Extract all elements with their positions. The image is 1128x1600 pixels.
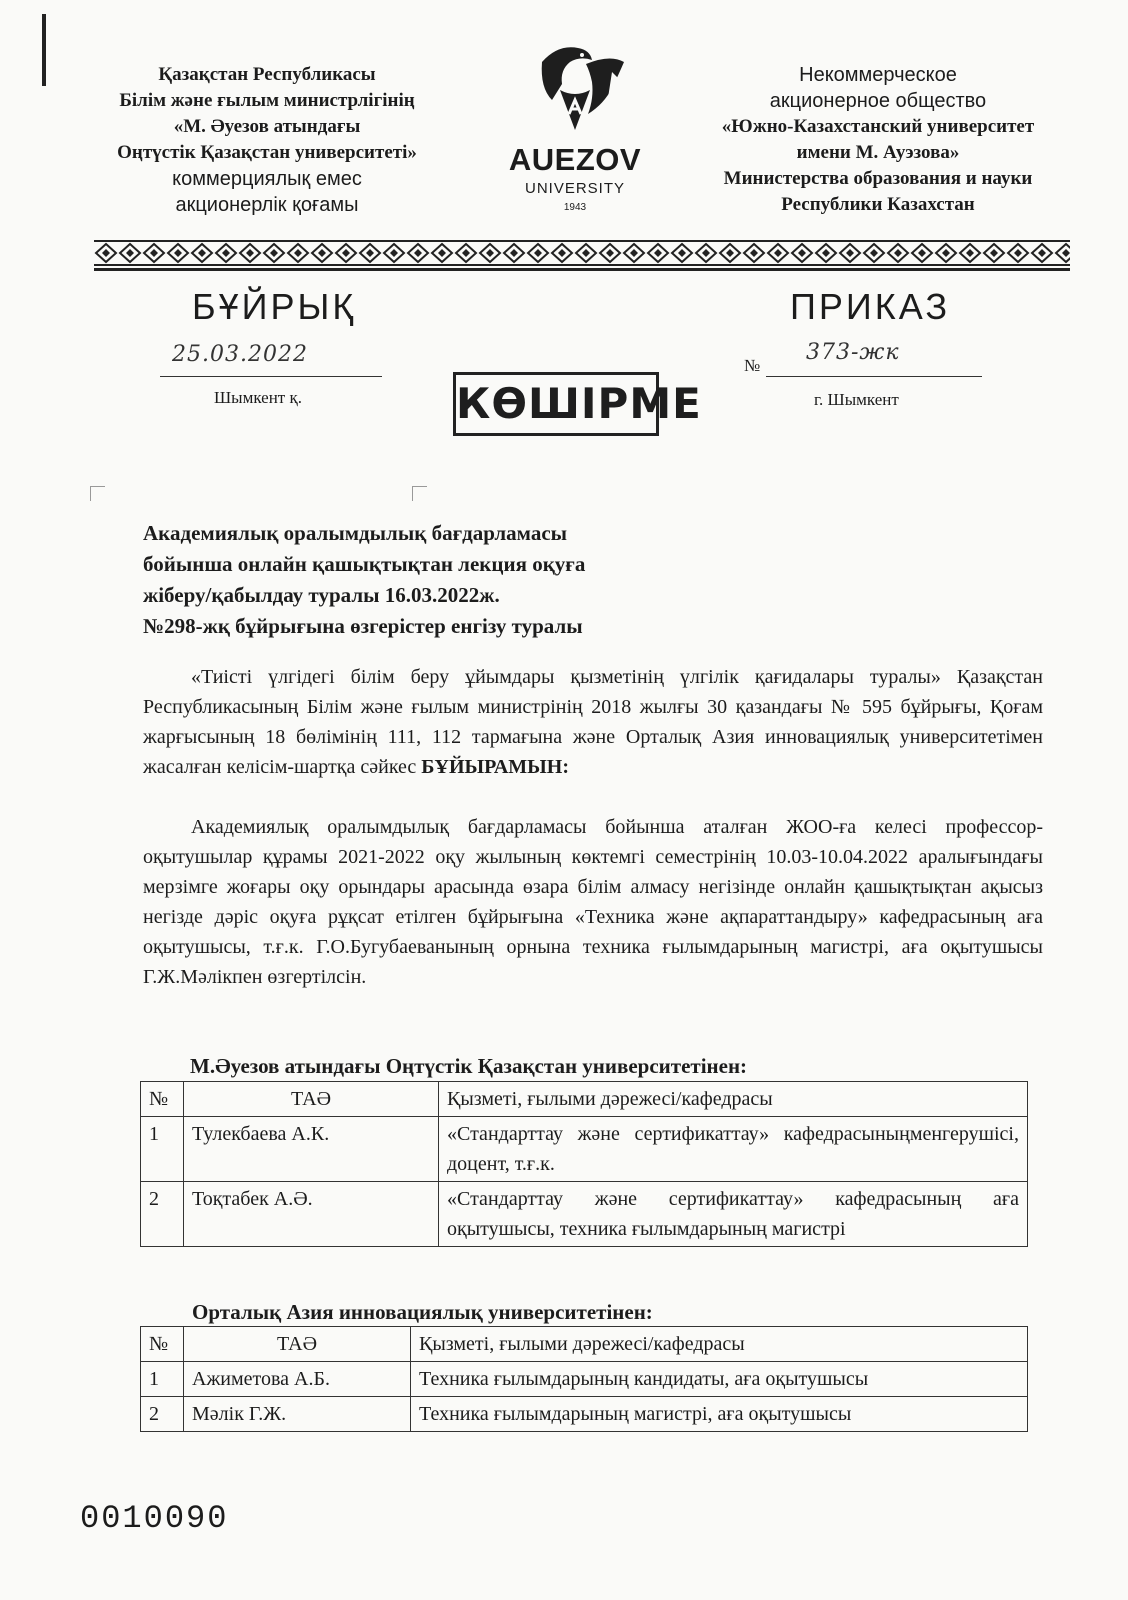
- header-rule: [94, 268, 1070, 271]
- ornament-border-icon: [94, 240, 1070, 266]
- header-ru-line: «Южно-Казахстанский университет: [721, 116, 1035, 137]
- order-title-ru: ПРИКАЗ: [790, 286, 951, 327]
- cell-number: 1: [141, 1362, 184, 1397]
- staff-table-central-asia: [140, 1326, 1028, 1432]
- document-serial-number: 0010090: [80, 1500, 229, 1537]
- subject-line: бойынша онлайн қашықтықтан лекция оқуға: [143, 552, 586, 576]
- header-ru-line: Министерства образования и науки: [723, 168, 1033, 189]
- order-directive: БҰЙЫРАМЫН:: [421, 756, 569, 778]
- header-kz-line: Қазақстан Республикасы: [158, 64, 376, 85]
- header-cell-name: ТАӘ: [184, 1082, 439, 1117]
- scan-edge-mark: [42, 14, 46, 86]
- table-header-row: [141, 1082, 1028, 1117]
- preamble-text: «Тиісті үлгідегі білім беру ұйымдары қызметінің үлгілік қағидалары туралы» Қазақстан Республикасының Білім және ғылым министрінің 2018 жылғы 30 қазандағы № 595 бұйрығы, Қоғам жарғысының 18 бөлімінің 111, 112 тармағына және Орталық Азия инновациялық университетімен жасалған келісім-шартқа сәйкес: [143, 666, 1043, 778]
- header-ru-line: Некоммерческое: [799, 64, 957, 86]
- header-cell-position: Қызметі, ғылыми дәрежесі/кафедрасы: [439, 1082, 1028, 1117]
- cell-number: 2: [141, 1182, 184, 1247]
- section-title-auezov: М.Әуезов атындағы Оңтүстік Қазақстан университетінен:: [190, 1054, 748, 1078]
- header-ru-line: Республики Казахстан: [781, 194, 975, 215]
- header-cell-number: №: [141, 1327, 184, 1362]
- university-logo: [500, 42, 650, 217]
- date-underline: [160, 376, 382, 377]
- number-underline: [766, 376, 982, 377]
- section-title-central-asia: Орталық Азия инновациялық университетінен:: [192, 1300, 653, 1324]
- copy-stamp: КӨШІРМЕ: [453, 372, 659, 436]
- city-kz: Шымкент қ.: [214, 388, 302, 407]
- cell-name: Тулекбаева А.К.: [184, 1117, 439, 1182]
- subject-line: №298-жқ бұйрығына өзгерістер енгізу туралы: [143, 614, 583, 638]
- staff-table-auezov: [140, 1081, 1028, 1247]
- header-kz-line: акционерлік қоғамы: [175, 194, 359, 216]
- table-row: [141, 1362, 1028, 1397]
- header-russian: [688, 62, 1068, 218]
- logo-subtitle: UNIVERSITY: [524, 180, 625, 197]
- header-kz-line: «М. Әуезов атындағы: [173, 116, 361, 137]
- eagle-emblem-icon: [500, 42, 650, 140]
- header-cell-position: Қызметі, ғылыми дәрежесі/кафедрасы: [411, 1327, 1028, 1362]
- subject-line: Академиялық оралымдылық бағдарламасы: [143, 521, 568, 545]
- header-kz-line: Оңтүстік Қазақстан университеті»: [117, 142, 417, 163]
- corner-mark: [412, 486, 427, 501]
- order-body-paragraph: Академиялық оралымдылық бағдарламасы бойынша аталған ЖОО-ға келесі профессор-оқытушылар құрамы 2021-2022 оқу жылының көктемгі семестрінің 10.03-10.04.2022 аралығындағы мерзімге жоғары оқу орындары арасында өзара білім алмасу негізінде онлайн қашықтықтан ақысыз негізде дәріс оқуға рұқсат етілген бұйрығына «Техника және ақпараттандыру» кафедрасының аға оқытушысы, т.ғ.к. Г.О.Бугубаеванының орнына техника ғылымдарының магистрі, аға оқытушысы Г.Ж.Мәлікпен өзгертілсін.: [143, 816, 1043, 988]
- order-subject: [143, 518, 763, 642]
- header-cell-name: ТАӘ: [184, 1327, 411, 1362]
- header-cell-number: №: [141, 1082, 184, 1117]
- header-kazakh: [82, 62, 452, 218]
- logo-brand-text: AUEZOV: [508, 142, 642, 177]
- subject-line: жіберу/қабылдау туралы 16.03.2022ж.: [143, 583, 500, 607]
- order-number-prefix: №: [744, 356, 761, 375]
- cell-name: Мәлік Г.Ж.: [184, 1397, 411, 1432]
- cell-name: Ажиметова А.Б.: [184, 1362, 411, 1397]
- table-row: [141, 1117, 1028, 1182]
- cell-name: Тоқтабек А.Ә.: [184, 1182, 439, 1247]
- cell-position: Техника ғылымдарының кандидаты, аға оқытушысы: [411, 1362, 1028, 1397]
- preamble-paragraph: [143, 662, 1043, 782]
- corner-mark: [90, 486, 105, 501]
- table-header-row: [141, 1327, 1028, 1362]
- table-row: [141, 1397, 1028, 1432]
- table-row: [141, 1182, 1028, 1247]
- order-date: 25.03.2022: [172, 342, 308, 367]
- header-kz-line: Білім және ғылым министрлігінің: [119, 90, 415, 111]
- header-kz-line: коммерциялық емес: [172, 168, 362, 190]
- cell-position: «Стандарттау және сертификаттау» кафедрасының аға оқытушысы, техника ғылымдарының магистрі: [439, 1182, 1028, 1247]
- cell-number: 1: [141, 1117, 184, 1182]
- header-ru-line: акционерное общество: [769, 90, 987, 112]
- cell-position: «Стандарттау және сертификаттау» кафедрасыныңменгерушісі, доцент, т.ғ.к.: [439, 1117, 1028, 1182]
- order-title-kz: БҰЙРЫҚ: [192, 286, 357, 327]
- order-number: 373-жк: [806, 340, 900, 365]
- cell-number: 2: [141, 1397, 184, 1432]
- logo-year: 1943: [563, 202, 587, 213]
- header-ru-line: имени М. Ауэзова»: [796, 142, 960, 163]
- city-ru: г. Шымкент: [814, 390, 899, 409]
- cell-position: Техника ғылымдарының магистрі, аға оқытушысы: [411, 1397, 1028, 1432]
